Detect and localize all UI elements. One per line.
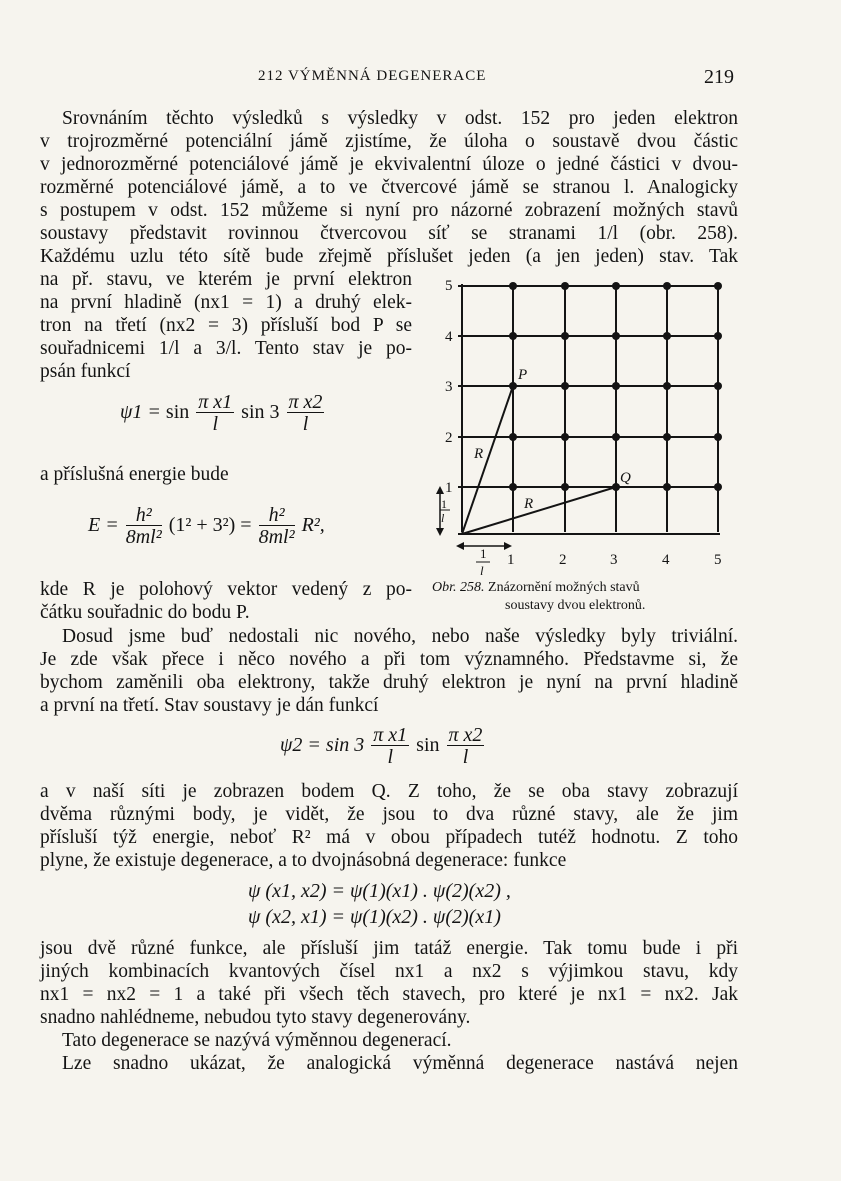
figure-caption-line1: [432, 580, 640, 596]
eq-fraction: [196, 392, 234, 435]
vector-label: R: [474, 446, 484, 462]
text-line: jsou dvě různé funkce, ale přísluší jim tatáž energie. Tak tomu bude i při: [40, 938, 738, 959]
text-line: v jednorozměrné potenciálové jámě je ekvivalentní úloze o jedné částici v dvou-: [40, 154, 738, 175]
eq-denominator: l: [302, 413, 309, 435]
text-line: rozměrné potenciálové jámě, a to ve čtvercové jámě se stranou l. Analogicky: [40, 177, 738, 198]
y-tick-label: 1: [445, 480, 453, 496]
text-line: Každému uzlu této sítě bude zřejmě příslušet jeden (a jen jeden) stav. Tak: [40, 246, 738, 267]
eq-denominator: l: [212, 413, 218, 435]
eq-lhs: E =: [88, 514, 119, 537]
text-line: Tato degenerace se nazývá výměnnou degenerací.: [62, 1030, 452, 1051]
vector-to-q: [462, 487, 616, 534]
equation-psi1: [120, 392, 326, 435]
y-tick-label: 5: [445, 278, 453, 294]
text-line: soustavy představit rovinnou čtvercovou síť se stranami 1/l (obr. 258).: [40, 223, 738, 244]
text-line: v trojrozměrné potenciální jámě zjistíme, že úloha o soustavě dvou částic: [40, 131, 738, 152]
text-line: přísluší týž energie, neboť R² má v obou případech tutéž hodnotu. Z toho: [40, 827, 738, 848]
unit-numerator-y: 1: [441, 497, 447, 511]
unit-denominator-y: l: [441, 511, 445, 525]
text-line: tron na třetí (nx2 = 3) přísluší bod P se: [40, 315, 412, 336]
eq-fraction: [371, 725, 409, 768]
text-line: na první hladině (nx1 = 1) a druhý elek-: [40, 292, 412, 313]
text-line: jiných kombinacích kvantových čísel nx1 a nx2 s výjimkou stavu, kdy: [40, 961, 738, 982]
equation-pair-2: ψ (x2, x1) = ψ(1)(x2) . ψ(2)(x1): [248, 906, 501, 928]
eq-denominator: 8ml²: [258, 526, 295, 548]
eq-numerator: π x2: [288, 391, 323, 413]
x-tick-label: 1: [507, 552, 515, 568]
text-line: kde R je polohový vektor vedený z po-: [40, 579, 412, 600]
eq-fraction: [259, 505, 295, 548]
text-line: bychom zaměnili oba elektrony, takže druhý elektron je nyní na první hladině: [40, 672, 738, 693]
y-tick-label: 4: [445, 329, 453, 345]
grid-lines: [458, 284, 720, 534]
vector-to-p: [462, 386, 513, 534]
caption-text: Znázornění možných stavů: [488, 580, 640, 595]
arrow-right-icon: [504, 542, 512, 550]
text-line: Je zde však přece i něco nového a při tom významného. Představme si, že: [40, 649, 738, 670]
page-number: 219: [704, 66, 734, 88]
figure-caption-line2: soustavy dvou elektronů.: [505, 598, 646, 613]
eq-rhs: R²,: [301, 514, 325, 537]
eq-fraction: [126, 505, 162, 548]
text-line: a v naší síti je zobrazen bodem Q. Z toho, že se oba stavy zobrazují: [40, 781, 738, 802]
text-line: na př. stavu, ve kterém je první elektron: [40, 269, 412, 290]
text-line: a první na třetí. Stav soustavy je dán funkcí: [40, 695, 379, 716]
eq-fraction: [447, 725, 485, 768]
eq-denominator: l: [462, 746, 469, 768]
running-header: 212 VÝMĚNNÁ DEGENERACE: [258, 68, 487, 84]
text-line: plyne, že existuje degenerace, a to dvojnásobná degenerace: funkce: [40, 850, 567, 871]
text-line: nx1 = nx2 = 1 a také při všech těch stavech, pro které je nx1 = nx2. Jak: [40, 984, 738, 1005]
x-tick-label: 5: [714, 552, 722, 568]
x-tick-label: 4: [662, 552, 670, 568]
eq-middle: (1² + 3²) =: [168, 514, 252, 537]
text-line: Srovnáním těchto výsledků s výsledky v odst. 152 pro jeden elektron: [62, 108, 738, 129]
eq-fraction: [287, 392, 325, 435]
text-line: Lze snadno ukázat, že analogická výměnná degenerace nastává nejen: [62, 1053, 738, 1074]
eq-numerator: h²: [126, 505, 162, 526]
arrow-left-icon: [456, 542, 464, 550]
x-tick-label: 2: [559, 552, 567, 568]
point-q-label: Q: [620, 470, 631, 486]
arrow-up-icon: [436, 486, 444, 494]
eq-numerator: π x2: [448, 724, 483, 746]
eq-numerator: h²: [259, 505, 295, 526]
eq-numerator: π x1: [198, 391, 233, 413]
text-line: čátku souřadnic do bodu P.: [40, 602, 250, 623]
figure-258-grid: [418, 262, 738, 580]
eq-denominator: l: [387, 746, 393, 768]
arrow-down-icon: [436, 528, 444, 536]
unit-denominator: l: [480, 563, 484, 578]
eq-lhs: ψ1 =: [120, 401, 161, 424]
caption-number: Obr. 258.: [432, 580, 485, 595]
text-line: snadno nahlédneme, nebudou tyto stavy degenerovány.: [40, 1007, 471, 1028]
x-tick-label: 3: [610, 552, 618, 568]
vector-label: R: [524, 496, 534, 512]
y-tick-label: 3: [445, 379, 453, 395]
eq-denominator: 8ml²: [125, 526, 162, 548]
unit-numerator: 1: [480, 546, 487, 561]
text-line: a příslušná energie bude: [40, 464, 229, 485]
y-tick-label: 2: [445, 430, 453, 446]
equation-psi2: [280, 725, 486, 768]
eq-lhs: ψ2 = sin 3: [280, 734, 365, 757]
text-line: psán funkcí: [40, 361, 131, 382]
point-p-label: P: [518, 367, 528, 383]
text-line: s postupem v odst. 152 můžeme si nyní pro názorné zobrazení možných stavů: [40, 200, 738, 221]
text-line: dvěma různými body, je vidět, že jsou to dva různé stavy, ale že jim: [40, 804, 738, 825]
equation-energy: [88, 505, 325, 548]
eq-sin: sin: [165, 401, 190, 424]
text-line: Dosud jsme buď nedostali nic nového, nebo naše výsledky byly triviální.: [62, 626, 738, 647]
equation-pair-1: ψ (x1, x2) = ψ(1)(x1) . ψ(2)(x2) ,: [248, 880, 511, 902]
text-line: souřadnicemi 1/l a 3/l. Tento stav je po-: [40, 338, 412, 359]
eq-numerator: π x1: [373, 724, 408, 746]
eq-sin3: sin 3: [241, 401, 280, 424]
eq-sin: sin: [416, 734, 440, 757]
